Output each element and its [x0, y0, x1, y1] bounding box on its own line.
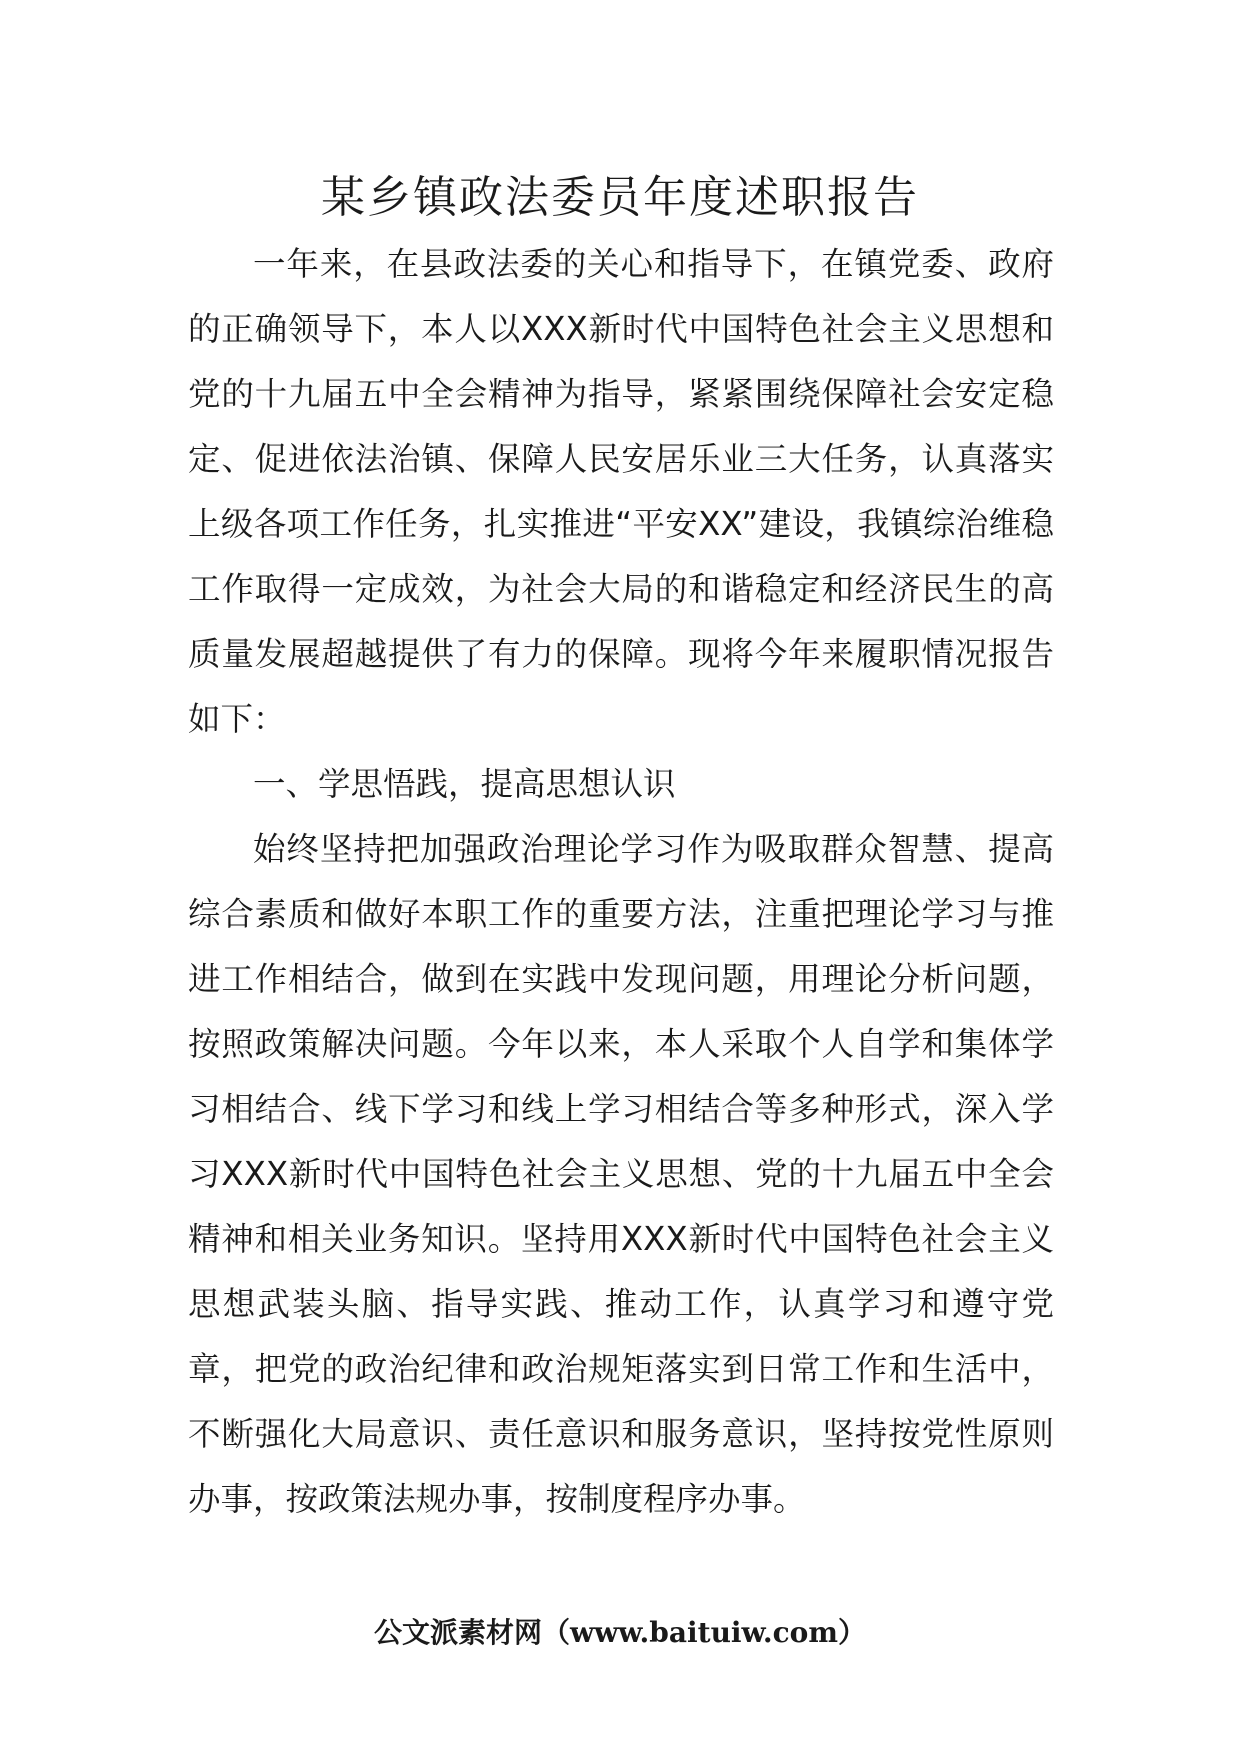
intro-paragraph: 一年来，在县政法委的关心和指导下，在镇党委、政府的正确领导下，本人以XXX新时代中国特色社会主义思想和党的十九届五中全会精神为指导，紧紧围绕保障社会安定稳定、促进依法治镇、保障人民安居乐业三大任务，认真落实上级各项工作任务，扎实推进“平安XX”建设，我镇综治维稳工作取得一定成效，为社会大局的和谐稳定和经济民生的高质量发展超越提供了有力的保障。现将今年来履职情况报告如下：: [188, 245, 1054, 738]
section-heading: 一、学思悟践，提高思想认识: [253, 765, 676, 803]
document-title: 某乡镇政法委员年度述职报告: [321, 172, 919, 223]
document-body: [188, 232, 1054, 1532]
section-paragraph: 始终坚持把加强政治理论学习作为吸取群众智慧、提高综合素质和做好本职工作的重要方法，注重把理论学习与推进工作相结合，做到在实践中发现问题，用理论分析问题，按照政策解决问题。今年以来，本人采取个人自学和集体学习相结合、线下学习和线上学习相结合等多种形式，深入学习XXX新时代中国特色社会主义思想、党的十九届五中全会精神和相关业务知识。坚持用XXX新时代中国特色社会主义思想武装头脑、指导实践、推动工作，认真学习和遵守党章，把党的政治纪律和政治规矩落实到日常工作和生活中，不断强化大局意识、责任意识和服务意识，坚持按党性原则办事，按政策法规办事，按制度程序办事。: [188, 830, 1054, 1518]
footer-watermark: 公文派素材网（www.baituiw.com）: [374, 1616, 866, 1649]
